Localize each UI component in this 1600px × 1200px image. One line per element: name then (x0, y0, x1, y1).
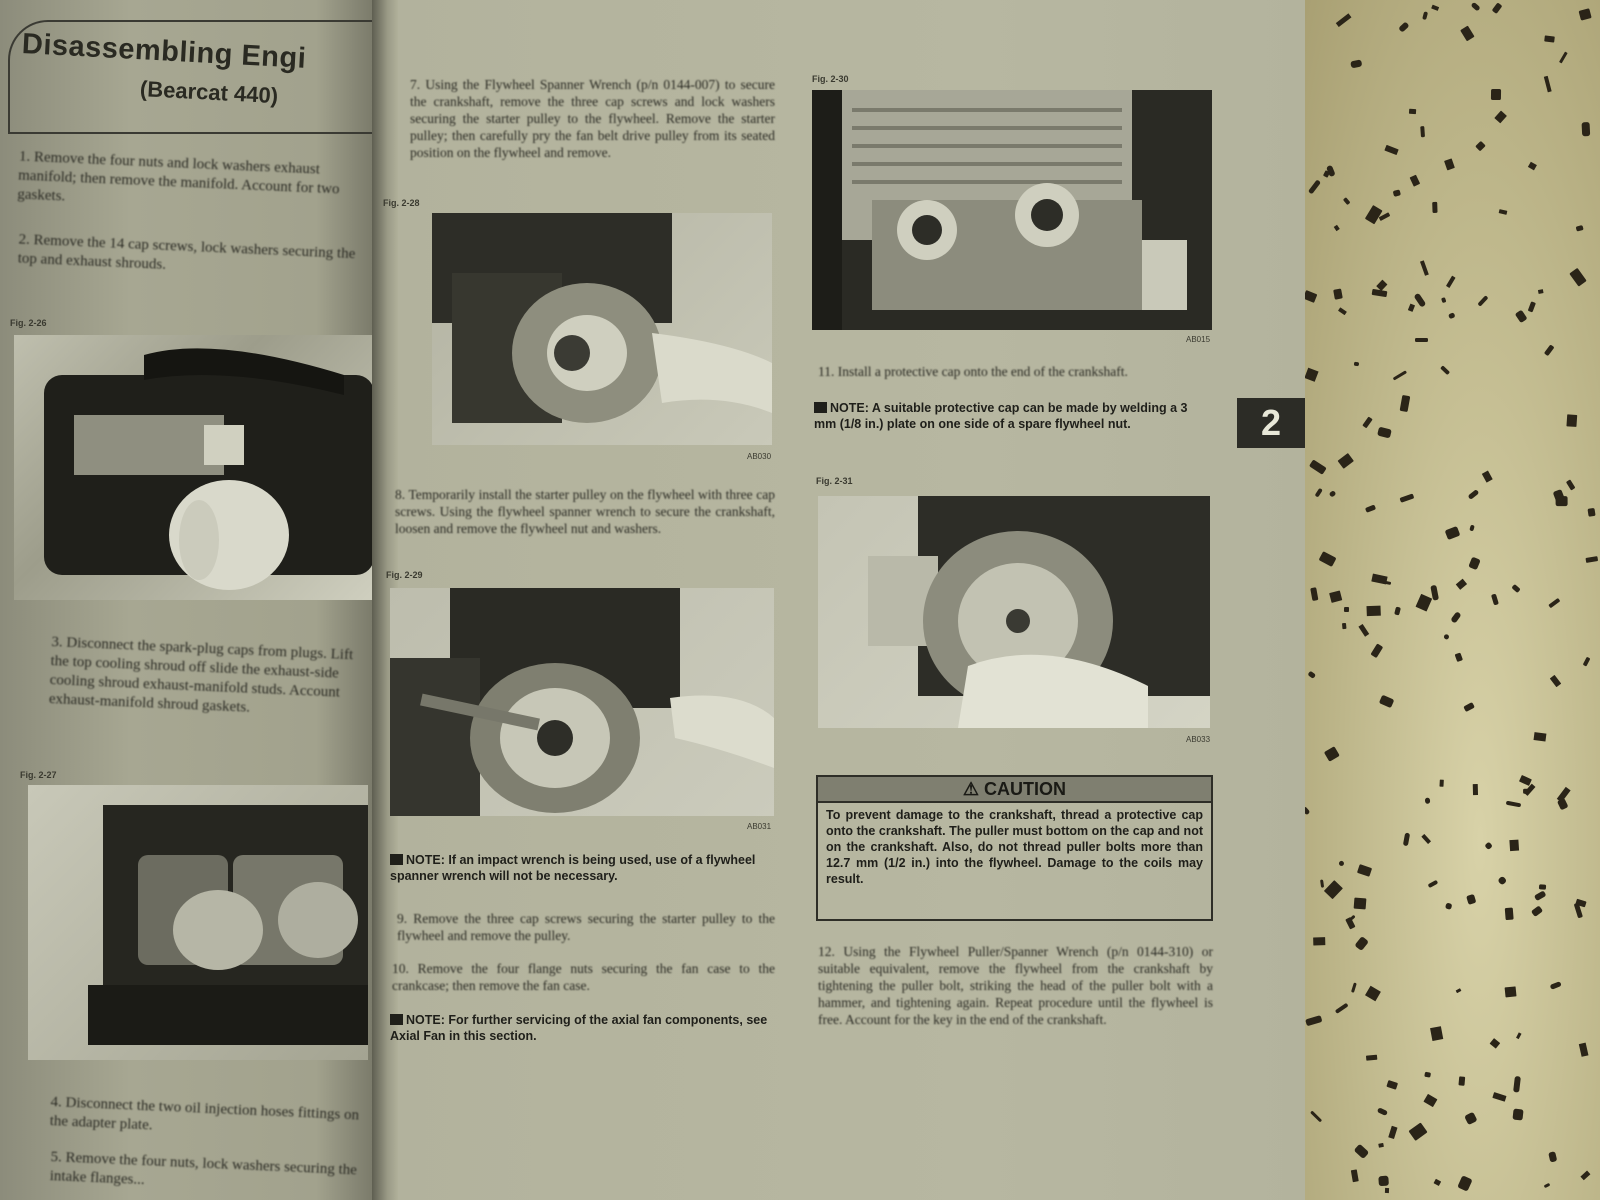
floor-speck (1305, 1015, 1322, 1026)
floor-speck (1357, 865, 1373, 878)
floor-speck (1512, 1108, 1523, 1120)
floor-speck (1334, 289, 1344, 300)
floor-speck (1409, 108, 1416, 114)
floor-speck (1469, 557, 1482, 571)
figure-label: Fig. 2-27 (20, 770, 57, 780)
figure-code: AB033 (1186, 735, 1211, 744)
step-2: 2. Remove the 14 cap screws, lock washers securing the top and exhaust shrouds. (17, 231, 356, 273)
floor-speck (1506, 801, 1521, 808)
floor-speck (1583, 657, 1591, 667)
floor-speck (1446, 902, 1453, 909)
floor-speck (1440, 297, 1446, 303)
step-3: 3. Disconnect the spark-plug caps from plugs. Lift the top cooling shroud off slide the exhaust-side cooling shroud exhaust-manifold studs. Account exhaust-manifold shroud gaskets. (48, 634, 354, 716)
floor-speck (1370, 643, 1383, 658)
floor-speck (1334, 225, 1341, 232)
floor-speck (1420, 260, 1429, 275)
note-protective-cap (814, 400, 1212, 432)
floor-speck (1498, 876, 1507, 885)
page-title: Disassembling Engi (21, 28, 308, 75)
floor-speck (1338, 861, 1344, 867)
floor-speck (1423, 1093, 1437, 1106)
floor-speck (1329, 590, 1342, 602)
floor-speck (1371, 573, 1387, 584)
floor-speck (1428, 880, 1439, 888)
caution-box (816, 775, 1213, 921)
floor-speck (1490, 1038, 1501, 1048)
floor-speck (1379, 1176, 1389, 1186)
floor-speck (1492, 3, 1503, 15)
floor-speck (1448, 312, 1455, 319)
floor-speck (1351, 982, 1357, 992)
floor-speck (1365, 986, 1381, 1001)
floor-speck (1386, 1080, 1397, 1089)
floor-speck (1344, 607, 1349, 612)
figure-label: Fig. 2-28 (383, 198, 420, 208)
floor-speck (1335, 1002, 1349, 1013)
floor-speck (1338, 453, 1355, 469)
floor-speck (1539, 885, 1546, 891)
floor-speck (1548, 598, 1560, 609)
floor-speck (1312, 937, 1324, 946)
floor-speck (1434, 1178, 1442, 1185)
floor-speck (1534, 732, 1547, 742)
step-11: 11. Install a protective cap onto the end of the crankshaft. (818, 364, 1128, 379)
floor-speck (1420, 126, 1425, 138)
floor-speck (1587, 508, 1595, 517)
floor-speck (1430, 585, 1439, 601)
floor-speck (1377, 426, 1391, 438)
floor-speck (1328, 490, 1336, 498)
floor-speck (1431, 5, 1439, 11)
floor-speck (1323, 170, 1330, 178)
floor-speck (1392, 371, 1407, 381)
floor-speck (1398, 21, 1409, 32)
floor-speck (1446, 276, 1455, 288)
floor-speck (1576, 225, 1584, 232)
floor-speck (1444, 526, 1460, 540)
figure-photo-flywheel-puller (818, 496, 1210, 728)
section-tab: 2 (1237, 398, 1305, 448)
floor-speck (1468, 489, 1480, 500)
floor-speck (1456, 579, 1467, 590)
floor-speck (1319, 880, 1323, 888)
step-12: 12. Using the Flywheel Puller/Spanner Wrench (p/n 0144-310) or suitable equivalent, remove the flywheel from the crankshaft by tightening the puller bolt, striking the head of the puller bolt with a hammer, and tightening again. Repeat procedure until the flywheel is free. Account for the key in the end of the crankshaft. (818, 944, 1213, 1027)
floor-speck (1413, 293, 1426, 308)
floor-speck (1544, 1183, 1551, 1188)
floor-speck (1342, 622, 1347, 628)
floor-speck (1538, 289, 1544, 293)
note-impact-wrench (390, 852, 775, 884)
floor-speck (1581, 1170, 1591, 1180)
floor-speck (1336, 14, 1351, 27)
floor-speck (1450, 611, 1461, 623)
floor-speck (1343, 197, 1351, 205)
floor-speck (1422, 834, 1432, 844)
floor-speck (1534, 890, 1546, 900)
floor-speck (1544, 344, 1554, 355)
floor-speck (1425, 798, 1431, 804)
floor-speck (1578, 1042, 1588, 1056)
note-text: NOTE: A suitable protective cap can be made by welding a 3 mm (1/8 in.) plate on one side of a spare flywheel nut. (814, 401, 1188, 431)
floor-speck (1353, 897, 1366, 909)
floor-speck (1544, 36, 1554, 43)
floor-speck (1444, 158, 1455, 171)
floor-speck (1324, 746, 1340, 762)
step-10: 10. Remove the four flange nuts securing the fan case to the crankcase; then remove the fan case. (392, 961, 775, 993)
figure-photo-shroud (14, 335, 374, 600)
floor-speck (1455, 988, 1461, 993)
floor-speck (1458, 1077, 1465, 1087)
floor-speck (1362, 416, 1373, 428)
floor-speck (1366, 1055, 1378, 1061)
floor-speck (1353, 1143, 1369, 1158)
figure-photo-cylinders (812, 90, 1212, 330)
floor-speck (1307, 670, 1316, 679)
floor-speck (1569, 268, 1586, 287)
left-page (0, 0, 374, 1200)
floor-speck (1505, 908, 1514, 921)
floor-speck (1378, 1143, 1384, 1148)
floor-speck (1527, 301, 1535, 312)
floor-speck (1416, 594, 1432, 612)
floor-speck (1495, 111, 1507, 123)
floor-speck (1371, 289, 1386, 297)
floor-speck (1504, 986, 1516, 997)
floor-speck (1469, 524, 1475, 531)
floor-speck (1311, 588, 1319, 602)
figure-photo-flywheel-nut (390, 588, 774, 816)
floor-speck (1440, 365, 1450, 375)
floor-speck (1499, 210, 1508, 216)
figure-label: Fig. 2-29 (386, 570, 423, 580)
note-axial-fan (390, 1012, 775, 1044)
floor-speck (1304, 367, 1318, 381)
floor-speck (1523, 789, 1528, 794)
floor-speck (1365, 505, 1376, 513)
floor-speck (1512, 584, 1521, 593)
figure-code: AB015 (1186, 335, 1211, 344)
floor-speck (1582, 122, 1591, 136)
floor-speck (1352, 1169, 1359, 1182)
floor-speck (1492, 1092, 1506, 1101)
floor-speck (1423, 11, 1429, 20)
floor-speck (1399, 494, 1414, 503)
floor-speck (1310, 1110, 1322, 1122)
floor-speck (1559, 52, 1568, 64)
floor-speck (1403, 833, 1410, 847)
floor-speck (1355, 936, 1369, 951)
floor-speck (1485, 842, 1493, 850)
floor-speck (1464, 1111, 1477, 1125)
floor-speck (1491, 88, 1501, 99)
floor-speck (1578, 8, 1591, 21)
figure-label: Fig. 2-30 (812, 74, 849, 84)
floor-speck (1415, 338, 1428, 342)
floor-speck (1385, 1188, 1389, 1193)
step-9: 9. Remove the three cap screws securing the starter pulley to the flywheel and remove the pulley. (397, 911, 775, 943)
floor-speck (1367, 606, 1381, 616)
floor-speck (1394, 607, 1401, 616)
floor-speck (1325, 880, 1344, 899)
floor-speck (1585, 556, 1597, 563)
floor-speck (1528, 161, 1537, 169)
floor-speck (1457, 1175, 1473, 1192)
caution-heading: ⚠ CAUTION (818, 777, 1211, 803)
figure-photo-flywheel-wrench (432, 213, 772, 445)
floor-speck (1388, 1126, 1397, 1139)
floor-speck (1432, 202, 1438, 214)
floor-speck (1408, 304, 1415, 312)
floor-speck (1424, 1072, 1431, 1078)
floor-speck (1377, 1107, 1388, 1116)
note-text: NOTE: If an impact wrench is being used, use of a flywheel spanner wrench will not be necessary. (390, 853, 756, 883)
floor-speck (1409, 175, 1419, 187)
floor-speck (1513, 1076, 1521, 1092)
floor-speck (1471, 2, 1481, 12)
floor-speck (1567, 415, 1577, 428)
floor-speck (1337, 307, 1346, 315)
floor-speck (1354, 362, 1359, 366)
floor-speck (1379, 694, 1395, 708)
floor-speck (1544, 75, 1552, 91)
step-1: 1. Remove the four nuts and lock washers exhaust manifold; then remove the manifold. Account for two gaskets. (17, 148, 340, 205)
floor-speck (1514, 309, 1527, 323)
floor-speck (1463, 702, 1475, 712)
floor-speck (1475, 141, 1485, 151)
floor-speck (1309, 459, 1326, 474)
floor-speck (1384, 145, 1398, 155)
floor-speck (1444, 634, 1450, 639)
step-7: 7. Using the Flywheel Spanner Wrench (p/n 0144-007) to secure the crankshaft, remove the three cap screws and lock washers securing the starter pulley to the flywheel. Remove the starter pulley; then carefully pry the fan belt drive pulley from its seated position on the flywheel and remove. (410, 77, 775, 160)
caution-text: To prevent damage to the crankshaft, thread a protective cap onto the crankshaft. The puller must bottom on the cap and not on the crankshaft. Also, do not thread puller bolts more than 12.7 mm (1/2 in.) into the flywheel. Damage to the coils may result. (826, 808, 1203, 886)
step-8: 8. Temporarily install the starter pulley on the flywheel with three cap screws. Using the flywheel spanner wrench to secure the crankshaft, loosen and remove the flywheel nut and washers. (395, 487, 775, 536)
floor-speck (1308, 179, 1321, 194)
floor-speck (1314, 488, 1322, 498)
floor-speck (1460, 25, 1474, 41)
floor-speck (1482, 471, 1493, 483)
floor-speck (1392, 189, 1401, 197)
figure-code: AB030 (747, 452, 772, 461)
step-4: 4. Disconnect the two oil injection hoses fittings on the adapter plate. (49, 1094, 360, 1134)
figure-label: Fig. 2-26 (10, 318, 47, 328)
floor-speck (1566, 480, 1576, 491)
floor-speck (1477, 295, 1488, 306)
floor-speck (1318, 551, 1336, 567)
floor-speck (1409, 1123, 1428, 1141)
floor-speck (1439, 779, 1444, 786)
figure-photo-engine (28, 785, 368, 1060)
floor-speck (1550, 675, 1561, 687)
note-text: NOTE: For further servicing of the axial fan components, see Axial Fan in this section. (390, 1013, 768, 1043)
step-5: 5. Remove the four nuts, lock washers securing the intake flanges... (49, 1149, 358, 1189)
floor-speck (1473, 783, 1478, 794)
speckled-floor-background (1300, 0, 1600, 1200)
floor-speck (1531, 906, 1543, 917)
floor-speck (1359, 624, 1369, 637)
floor-speck (1430, 1026, 1444, 1041)
floor-speck (1466, 894, 1476, 905)
floor-speck (1490, 593, 1498, 605)
floor-speck (1455, 652, 1463, 662)
floor-speck (1548, 1152, 1557, 1163)
floor-speck (1549, 981, 1561, 990)
floor-speck (1399, 395, 1410, 412)
figure-code: AB031 (747, 822, 772, 831)
floor-speck (1517, 1032, 1522, 1038)
floor-speck (1510, 840, 1519, 851)
figure-label: Fig. 2-31 (816, 476, 853, 486)
page-subtitle: (Bearcat 440) (139, 76, 279, 109)
floor-speck (1552, 489, 1566, 506)
